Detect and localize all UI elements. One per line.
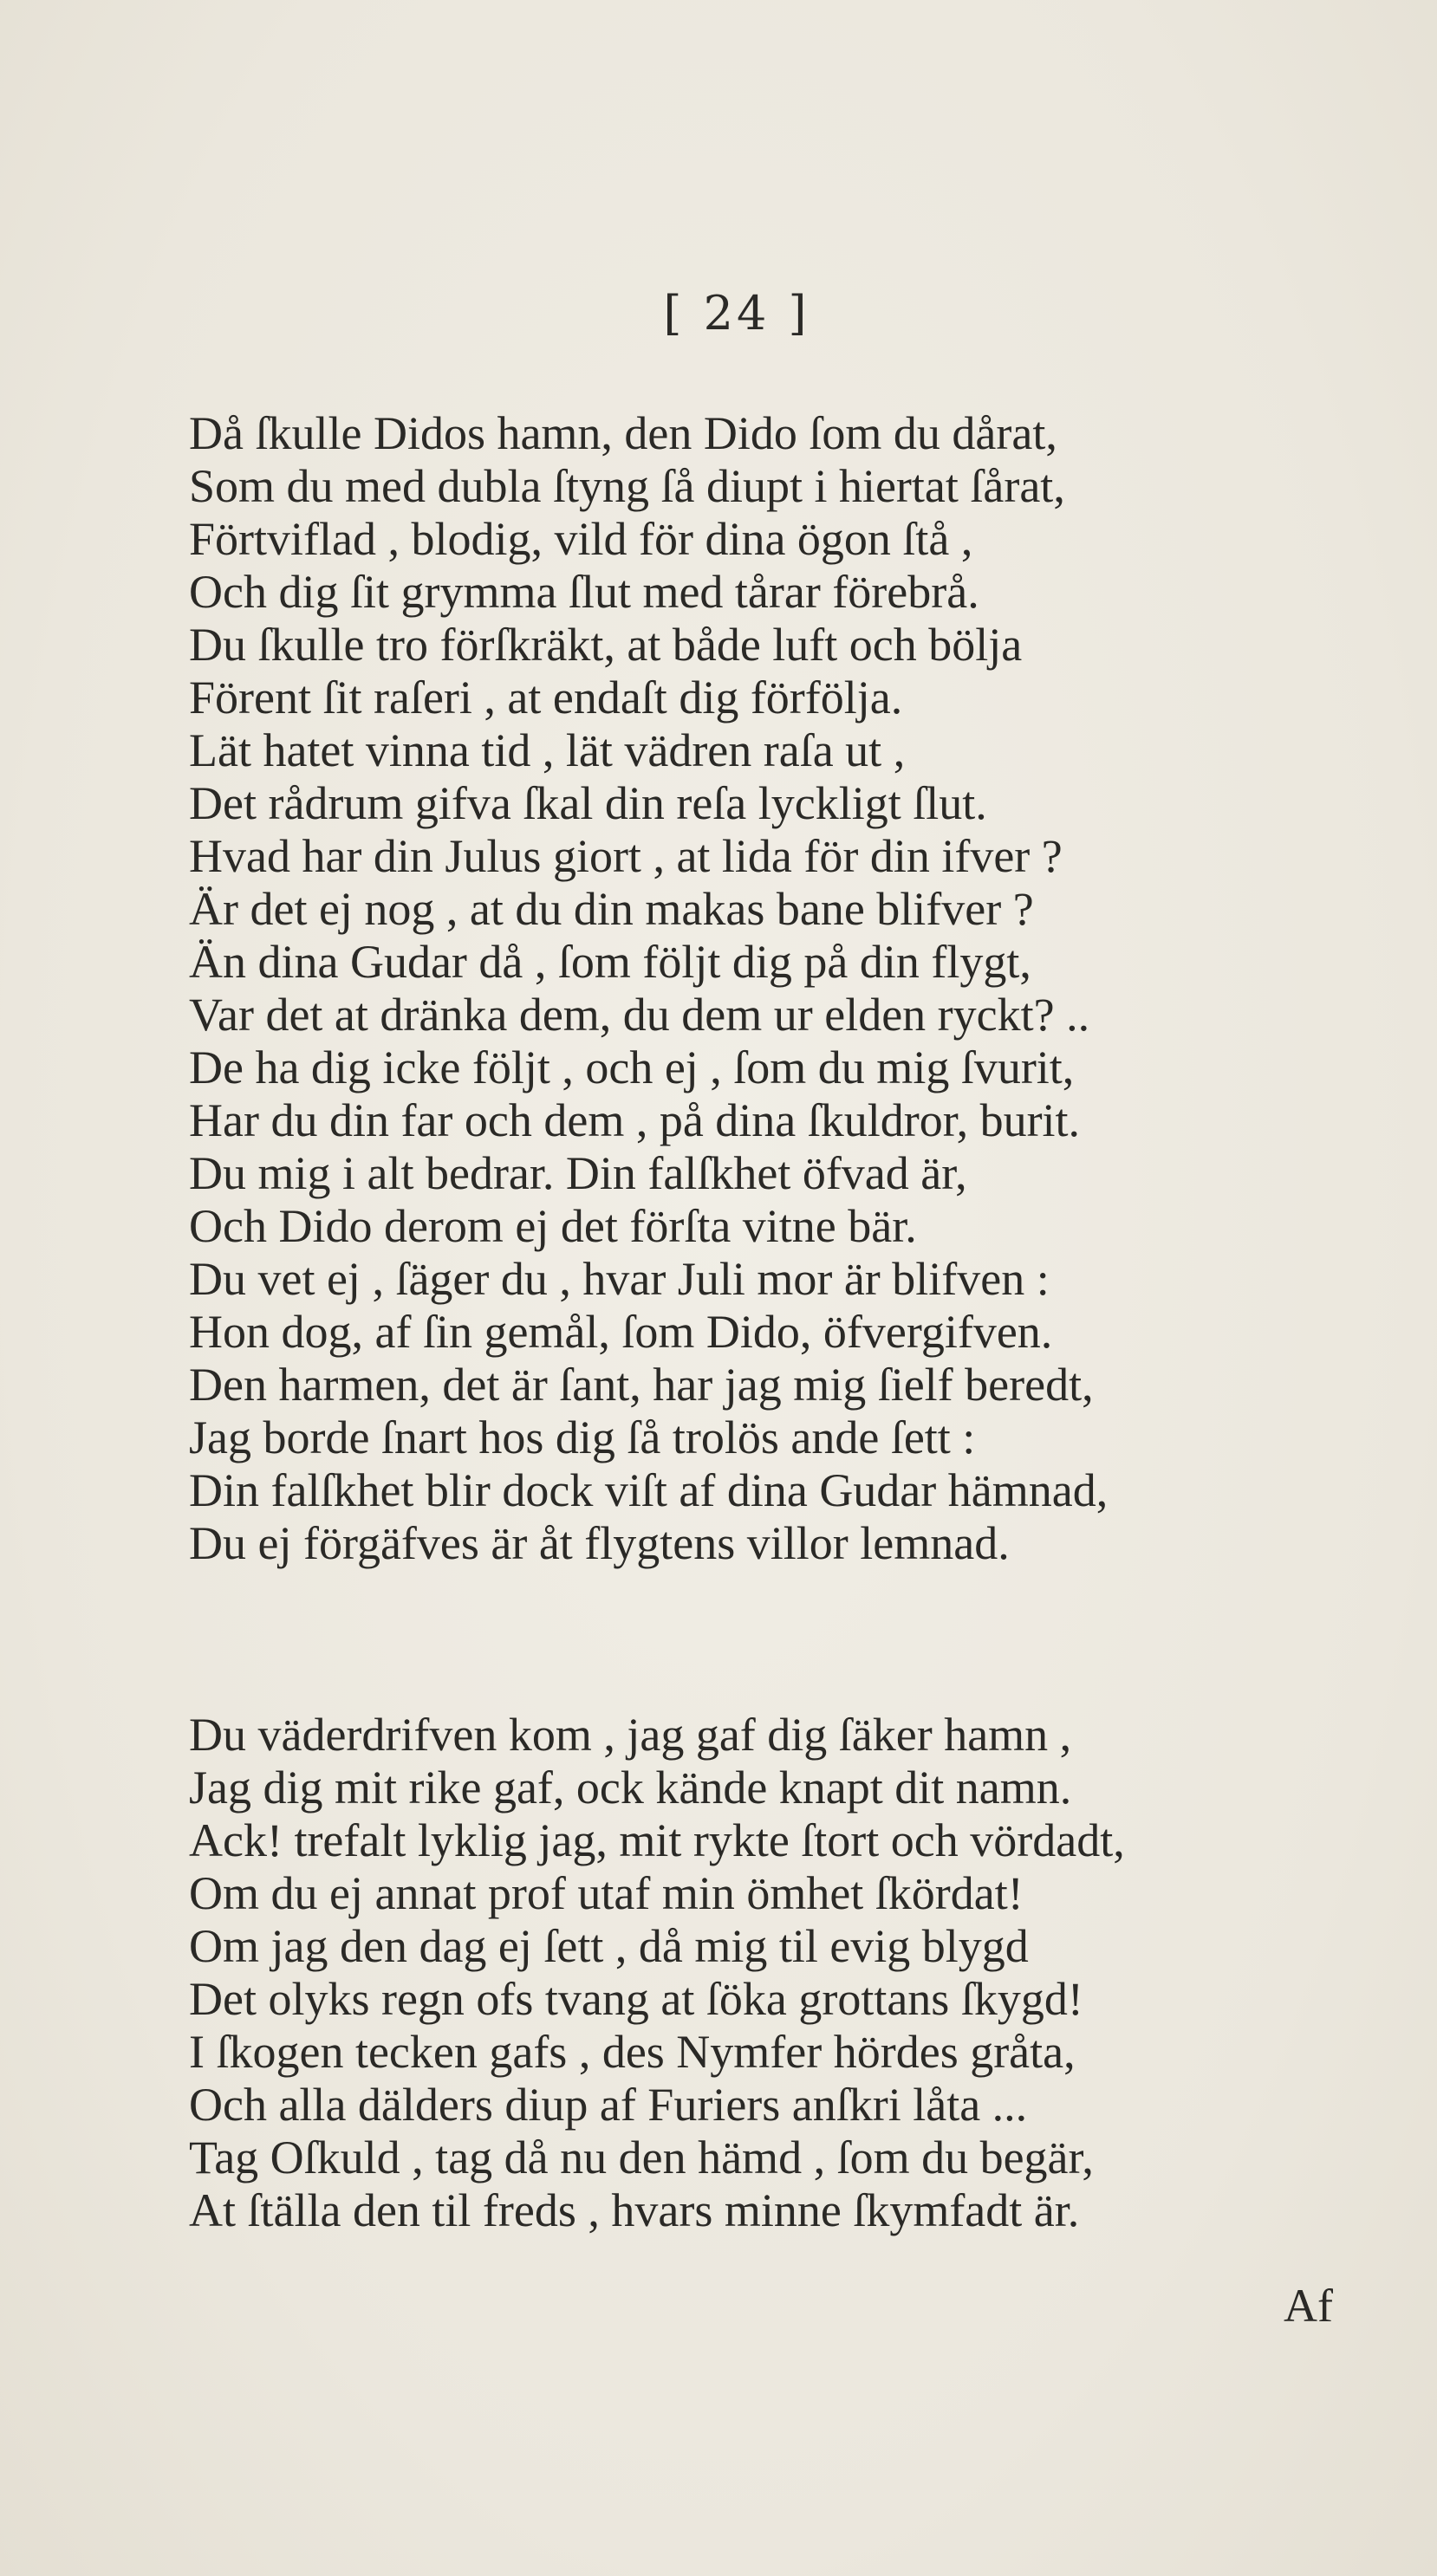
verse-line: Och Dido derom ej det förſta vitne bär. — [189, 1200, 917, 1252]
verse-line: Då ſkulle Didos hamn, den Dido ſom du dårat, — [189, 407, 1057, 459]
page-number: [ 24 ] — [663, 286, 810, 341]
verse-line: Om jag den dag ej ſett , då mig til evig blygd — [189, 1920, 1029, 1972]
verse-line: Tag Oſkuld , tag då nu den hämd , ſom du begär, — [189, 2132, 1094, 2183]
verse-line: Jag borde ſnart hos dig ſå trolös ande ſett : — [189, 1411, 976, 1463]
verse-line: At ſtälla den til freds , hvars minne ſkymfadt är. — [189, 2184, 1080, 2236]
verse-line: Lät hatet vinna tid , lät vädren raſa ut , — [189, 724, 906, 776]
verse-line: Och alla dälders diup af Furiers anſkri låta ... — [189, 2079, 1028, 2131]
verse-line: Den harmen, det är ſant, har jag mig ſielf beredt, — [189, 1359, 1094, 1411]
verse-line: Du vet ej , ſäger du , hvar Juli mor är blifven : — [189, 1253, 1050, 1305]
verse-line: Ack! trefalt lyklig jag, mit rykte ſtort och vördadt, — [189, 1814, 1125, 1866]
verse-line: I ſkogen tecken gafs , des Nymfer hördes gråta, — [189, 2026, 1076, 2078]
verse-line: Jag dig mit rike gaf, ock kände knapt dit namn. — [189, 1762, 1072, 1814]
verse-line: De ha dig icke följt , och ej , ſom du mig ſvurit, — [189, 1041, 1075, 1093]
verse-line: Har du din far och dem , på dina ſkuldror, burit. — [189, 1094, 1081, 1146]
verse-line: Var det at dränka dem, du dem ur elden ryckt? .. — [189, 989, 1090, 1041]
verse-line: Är det ej nog , at du din makas bane blifver ? — [189, 883, 1034, 935]
verse-line: Det olyks regn ofs tvang at ſöka grottans ſkygd! — [189, 1973, 1083, 2025]
verse-line: Du väderdrifven kom , jag gaf dig ſäker hamn , — [189, 1709, 1072, 1761]
catchword: Af — [1284, 2280, 1333, 2332]
verse-line: Förtviflad , blodig, vild för dina ögon ſtå , — [189, 513, 973, 565]
verse-line: Du ej förgäfves är åt flygtens villor lemnad. — [189, 1517, 1010, 1569]
verse-line: Som du med dubla ſtyng ſå diupt i hiertat ſårat, — [189, 460, 1065, 512]
verse-line: Förent ſit raſeri , at endaſt dig förfölja. — [189, 672, 903, 723]
verse-line: Om du ej annat prof utaf min ömhet ſkördat! — [189, 1867, 1024, 1919]
verse-line: Hon dog, af ſin gemål, ſom Dido, öfvergifven. — [189, 1306, 1053, 1358]
stanza-2 — [189, 1709, 1342, 2237]
verse-line: Det rådrum gifva ſkal din reſa lyckligt ſlut. — [189, 777, 987, 829]
stanza-1 — [189, 407, 1342, 1570]
verse-line: Du ſkulle tro förſkräkt, at både luft och bölja — [189, 619, 1023, 671]
verse-line: Du mig i alt bedrar. Din falſkhet öfvad är, — [189, 1147, 967, 1199]
verse-line: Din falſkhet blir dock viſt af dina Gudar hämnad, — [189, 1464, 1109, 1516]
verse-line: Hvad har din Julus giort , at lida för din ifver ? — [189, 830, 1063, 882]
verse-line: Och dig ſit grymma ſlut med tårar förebrå. — [189, 566, 979, 618]
verse-line: Än dina Gudar då , ſom följt dig på din flygt, — [189, 936, 1031, 988]
